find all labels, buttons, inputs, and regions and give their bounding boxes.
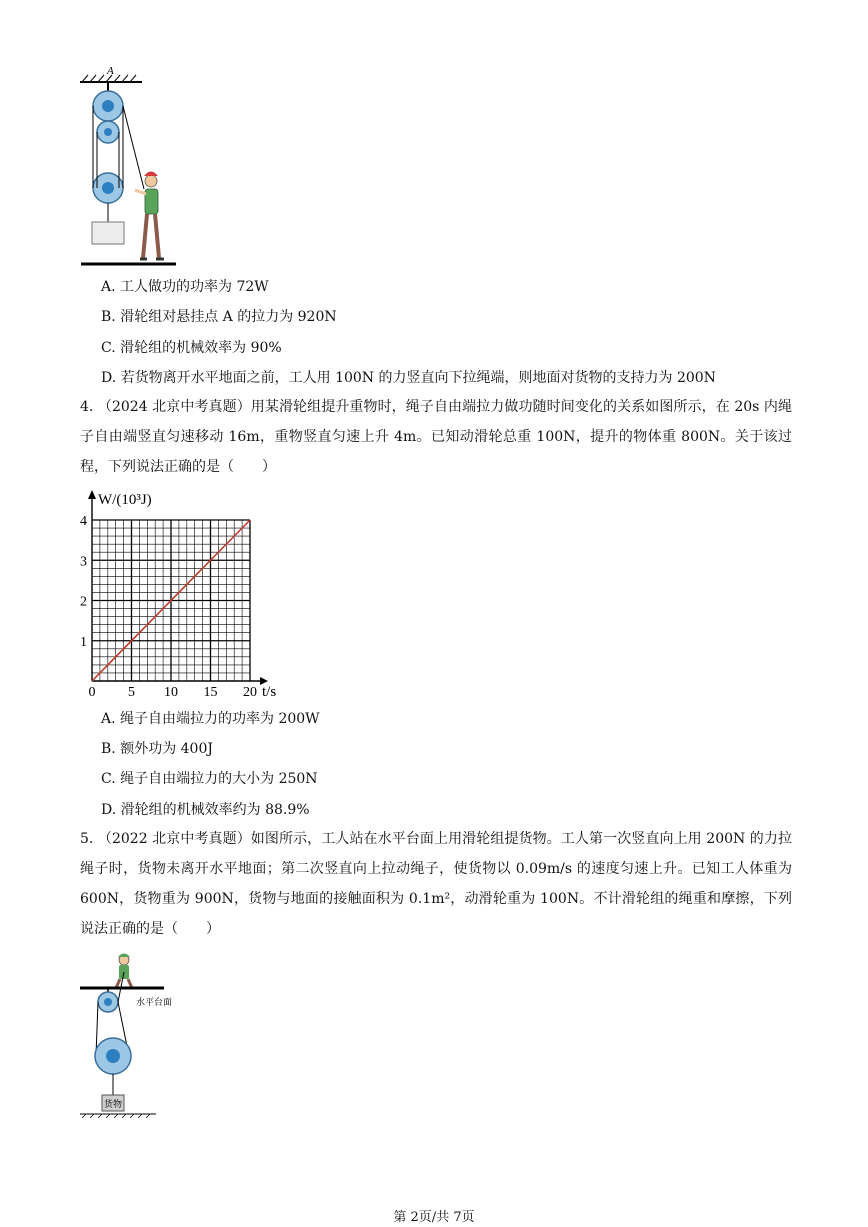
page-footer: 第 2页/共 7页 bbox=[393, 1210, 475, 1225]
chart-y-tick-label: 2 bbox=[80, 594, 87, 610]
chart-y-tick-label: 1 bbox=[80, 634, 87, 650]
chart-x-tick-label: 20 bbox=[243, 685, 257, 700]
chart-x-tick-label: 5 bbox=[128, 685, 135, 700]
pulley-worker-figure bbox=[78, 64, 188, 269]
chart-y-axis-arrow bbox=[88, 490, 96, 499]
cargo-label: 货物 bbox=[104, 1099, 123, 1109]
platform-label: 水平台面 bbox=[136, 997, 173, 1007]
chart-x-axis-label: t/s bbox=[262, 684, 277, 700]
q4-question-text: 4. （2024 北京中考真题）用某滑轮组提升重物时，绳子自由端拉力做功随时间变化的关系如图所示，在 20s 内绳子自由端竖直匀速移动 16m，重物竖直匀速上升 4m。已知动滑轮总重 100N，提升的物体重 800N。关于该过程，下列说法正确的是（ ） bbox=[80, 399, 792, 475]
q4-option-c: C. 绳子自由端拉力的大小为 250N bbox=[101, 771, 318, 787]
chart-y-axis-label: W/(10³J) bbox=[98, 492, 152, 508]
q3-option-b: B. 滑轮组对悬挂点 A 的拉力为 920N bbox=[101, 309, 337, 325]
q5-question-text: 5. （2022 北京中考真题）如图所示，工人站在水平台面上用滑轮组提货物。工人第一次竖直向上用 200N 的力拉绳子时，货物未离开水平地面；第二次竖直向上拉动绳子，使货物以 0.09m/s 的速度匀速上升。已知工人体重为 600N，货物重为 900N，货物与地面的接触面积为 0.1m²，动滑轮重为 100N。不计滑轮组的绳重和摩擦，下列说法正确的是（ ） bbox=[80, 831, 792, 937]
platform-pulley-figure bbox=[78, 950, 188, 1122]
q4-option-d: D. 滑轮组的机械效率约为 88.9% bbox=[101, 802, 310, 818]
q4-option-b: B. 额外功为 400J bbox=[101, 741, 213, 757]
chart-y-tick-label: 4 bbox=[80, 514, 87, 529]
chart-x-tick-label: 0 bbox=[88, 685, 96, 700]
chart-x-tick-label: 15 bbox=[203, 685, 218, 700]
work-time-chart bbox=[62, 480, 302, 702]
chart-x-tick-label: 10 bbox=[164, 685, 178, 700]
chart-y-tick-label: 3 bbox=[80, 554, 87, 570]
q4-option-a: A. 绳子自由端拉力的功率为 200W bbox=[101, 711, 320, 727]
anchor-label: A bbox=[107, 65, 114, 77]
q3-option-d: D. 若货物离开水平地面之前，工人用 100N 的力竖直向下拉绳端，则地面对货物的支持力为 200N bbox=[101, 370, 716, 386]
q3-option-a: A. 工人做功的功率为 72W bbox=[101, 279, 269, 295]
q3-option-c: C. 滑轮组的机械效率为 90% bbox=[101, 340, 282, 356]
